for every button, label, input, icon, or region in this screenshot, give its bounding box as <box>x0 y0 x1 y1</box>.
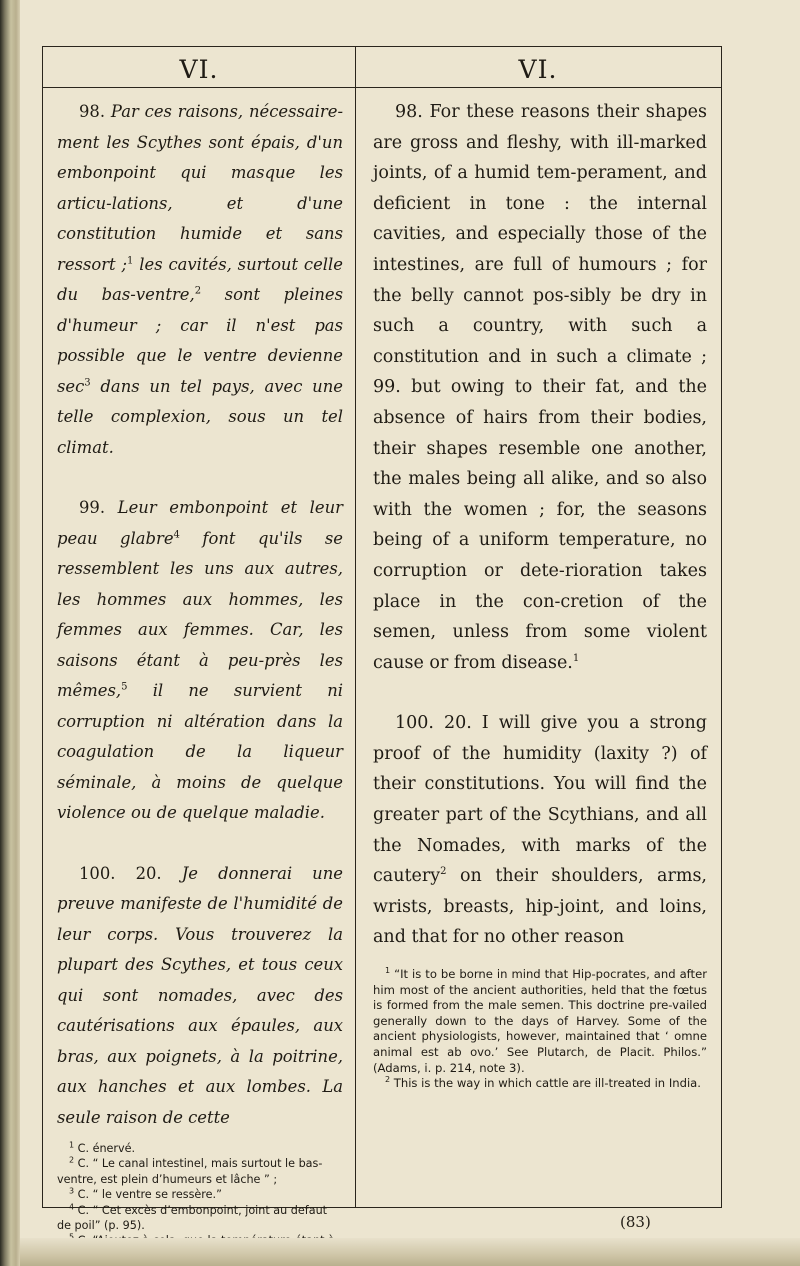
french-column <box>57 97 343 1264</box>
book-binding-shadow <box>0 0 20 1266</box>
footnote: $^4$ C. “ Cet excès d’embonpoint, joint au defaut de poil” (p. 95). <box>57 1201 328 1233</box>
header-rule <box>43 87 721 88</box>
footnote: $^1$ C. énervé. <box>69 1140 136 1155</box>
footnote: $^3$ C. “ le ventre se ressère.” <box>69 1186 222 1202</box>
page-bottom-edge <box>20 1238 800 1266</box>
footnote: $^2$ C. “ Le canal intestinel, mais surtout le bas-ventre, est plein d’humeurs et lâche ” ; <box>57 1155 323 1186</box>
left-column-header: VI. <box>179 55 219 84</box>
french-paragraph-99: 99. Leur embonpoint et leur peau glabre$^4$ font qu'ils se ressemblent les uns aux autres, les hommes aux hommes, les femmes aux femmes. Car, les saisons étant à peu-près les mêmes,$^5$ il ne survient ni corruption ni altération dans la coagulation de la liqueur séminale, à moins de quelque violence ou de quelque maladie. <box>57 498 343 822</box>
english-footnotes <box>373 967 707 1092</box>
french-paragraph-98: 98. Par ces raisons, nécessaire-ment les Scythes sont épais, d'un embonpoint qui masque les articu-lations, et d'une constitution humide et sans ressort ;$^1$ les cavités, surtout celle du bas-ventre,$^2$ sont pleines d'humeur ; car il n'est pas possible que le ventre devienne $\sec^3$ dans un tel pays, avec une telle complexion, sous un tel climat. <box>57 102 344 457</box>
footnote: $^2$ This is the way in which cattle are ill-treated in India. <box>385 1075 701 1091</box>
english-column <box>373 97 707 1092</box>
french-paragraph-100: 100. 20. Je donnerai une preuve manifeste de l'humidité de leur corps. Vous trouverez la plupart des Scythes, et tous ceux qui sont nomades, avec des cautérisations aux épaules, aux bras, aux poignets, à la poitrine, aux hanches et aux lombes. La seule raison de cette <box>57 863 343 1127</box>
english-paragraph-98-99: 98. For these reasons their shapes are gross and fleshy, with ill-marked joints, of a humid tem-perament, and deficient in tone : the internal cavities, and especially those of the intestines, are full of humours ; for the belly cannot pos-sibly be dry in such a country, with such a constitution and in such a climate ; 99. but owing to their fat, and the absence of hairs from their bodies, their shapes resemble one another, the males being all alike, and so also with the women ; for, the seasons being of a uniform temperature, no corruption or dete-rioration takes place in the con-cretion of the semen, unless from some violent cause or from disease.$^1$ <box>373 102 707 673</box>
book-page <box>20 0 800 1266</box>
column-divider <box>355 47 356 1207</box>
english-paragraph-100: 100. 20. I will give you a strong proof of the humidity (laxity ?) of their constitutions. You will find the greater part of the Scythians, and all the Nomades, with marks of the cautery$^2$ on their shoulders, arms, wrists, breasts, hip-joint, and loins, and that for no other reason <box>373 713 707 948</box>
footnote: $^1$ “It is to be borne in mind that Hip-pocrates, and after him most of the ancient authorities, held that the fœtus is formed from the male semen. This doctrine pre-vailed generally down to the days of Harvey. Some of the ancient physiologists, however, maintained that ‘ omne animal est ab ovo.’ See Plutarch, de Placit. Philos.” (Adams, i. p. 214, note 3). <box>373 966 707 1075</box>
page-number: (83) <box>620 1213 651 1231</box>
right-column-header: VI. <box>518 55 558 84</box>
